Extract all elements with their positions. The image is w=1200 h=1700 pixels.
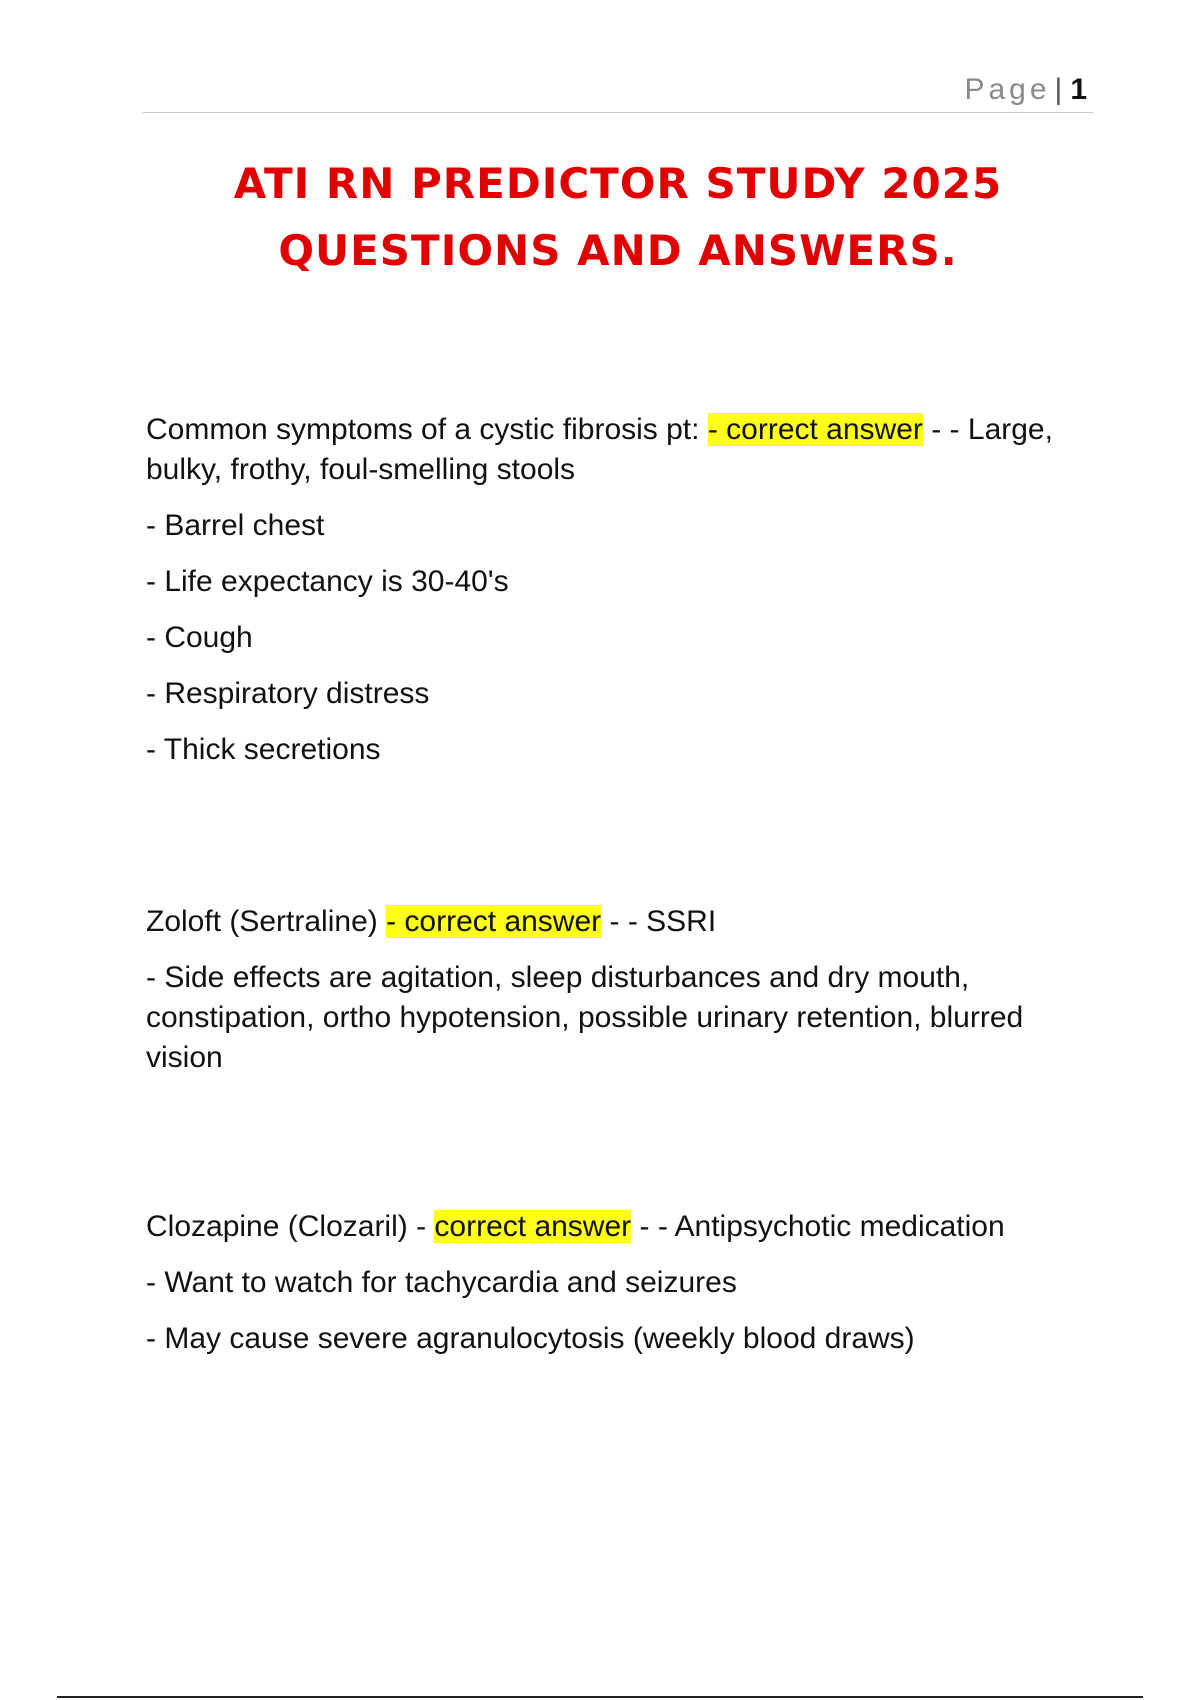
page-word: Page	[964, 73, 1051, 106]
correct-answer-highlight: correct answer	[434, 1210, 632, 1243]
bullet-item: - Cough	[146, 621, 253, 654]
qa-question-line	[146, 902, 1096, 942]
qa-item-zoloft	[146, 902, 1096, 1078]
bullet-item: - Side effects are agitation, sleep disturbances and dry mouth, constipation, ortho hypotension, possible urinary retention, blurred vision	[146, 961, 1024, 1074]
qa-item-cystic-fibrosis	[146, 410, 1096, 770]
qa-question-line	[146, 1207, 1096, 1247]
question-text: Zoloft (Sertraline)	[146, 905, 378, 938]
correct-answer-highlight: - correct answer	[707, 413, 923, 446]
document-title	[143, 150, 1093, 284]
bullet-item: - Life expectancy is 30-40's	[146, 565, 509, 598]
page-number: 1	[1070, 73, 1087, 106]
page-header	[143, 70, 1093, 113]
bullet-item: - Respiratory distress	[146, 677, 430, 710]
bullet-item: - May cause severe agranulocytosis (weekly blood draws)	[146, 1322, 915, 1355]
footer-divider	[57, 1696, 1143, 1698]
title-line-2: QUESTIONS AND ANSWERS.	[278, 226, 958, 275]
bullet-item: - Barrel chest	[146, 509, 325, 542]
qa-question-line	[146, 410, 1096, 490]
page-separator: |	[1054, 73, 1063, 106]
answer-text: - - SSRI	[609, 905, 717, 938]
question-text: Clozapine (Clozaril) -	[146, 1210, 427, 1243]
qa-item-clozapine	[146, 1207, 1096, 1359]
title-line-1: ATI RN PREDICTOR STUDY 2025	[233, 159, 1003, 208]
question-text: Common symptoms of a cystic fibrosis pt:	[146, 413, 700, 446]
bullet-item: - Want to watch for tachycardia and seizures	[146, 1266, 737, 1299]
bullet-item: - Thick secretions	[146, 733, 381, 766]
correct-answer-highlight: - correct answer	[386, 905, 602, 938]
answer-text: - - Antipsychotic medication	[639, 1210, 1005, 1243]
answer-text: - - Large, bulky, frothy, foul-smelling stools	[146, 413, 1053, 486]
page-number-label	[964, 70, 1087, 110]
